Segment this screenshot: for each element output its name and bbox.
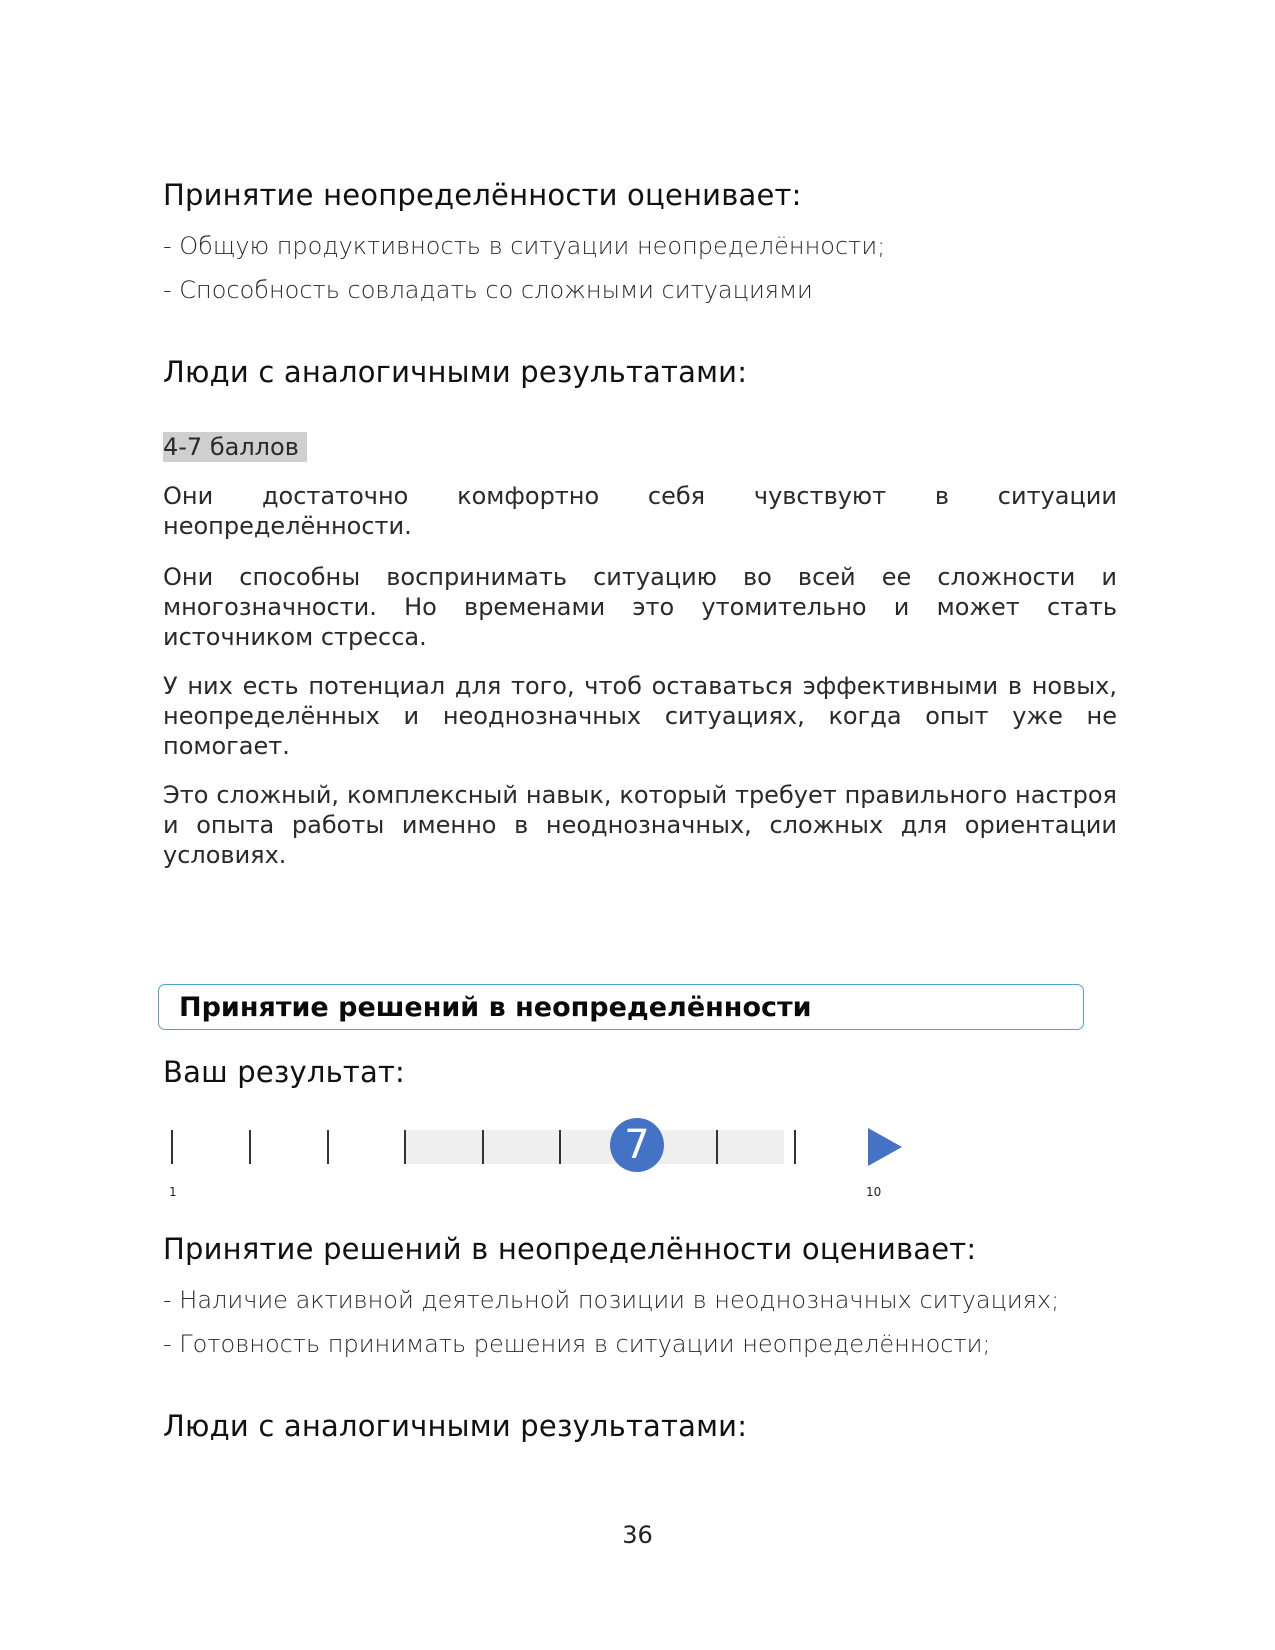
similar-results-heading: Люди с аналогичными результатами: (163, 355, 748, 389)
score-band (404, 1130, 784, 1164)
score-scale (150, 1108, 930, 1208)
bullet-item: - Наличие активной деятельной позиции в неоднозначных ситуациях; (163, 1286, 1060, 1314)
scale-tick (171, 1130, 173, 1164)
scale-tick (327, 1130, 329, 1164)
scale-tick (482, 1130, 484, 1164)
section-header-box (158, 984, 1084, 1030)
section-title: Принятие решений в неопределённости (179, 992, 812, 1023)
score-marker: 7 (610, 1118, 664, 1172)
description-paragraph: Они способны воспринимать ситуацию во всей ее сложности и многозначности. Но временами это утомительно и может стать источником стресса. (163, 563, 1117, 651)
scale-tick (559, 1130, 561, 1164)
evaluates-heading: Принятие решений в неопределённости оценивает: (163, 1232, 977, 1266)
similar-results-heading: Люди с аналогичными результатами: (163, 1409, 748, 1443)
scale-min-label: 1 (169, 1185, 177, 1199)
description-paragraph: Это сложный, комплексный навык, который требует правильного настроя и опыта работы именно в неоднозначных, сложных для ориентации условиях. (163, 781, 1117, 869)
bullet-item: - Общую продуктивность в ситуации неопределённости; (163, 232, 886, 260)
description-paragraph: У них есть потенциал для того, чтоб оставаться эффективными в новых, неопределённых и неоднозначных ситуациях, когда опыт уже не помогает. (163, 672, 1117, 760)
scale-max-label: 10 (866, 1185, 882, 1199)
page-number: 36 (622, 1521, 653, 1549)
scale-tick (794, 1130, 796, 1164)
evaluates-heading: Принятие неопределённости оценивает: (163, 178, 802, 212)
scale-tick (249, 1130, 251, 1164)
result-label: Ваш результат: (163, 1055, 406, 1089)
scale-arrow-icon (868, 1128, 902, 1166)
scale-tick (404, 1130, 406, 1164)
score-range-badge: 4-7 баллов (163, 432, 307, 462)
description-paragraph: Они достаточно комфортно себя чувствуют в ситуации неопределённости. (163, 482, 1117, 540)
bullet-item: - Готовность принимать решения в ситуации неопределённости; (163, 1330, 991, 1358)
bullet-item: - Способность совладать со сложными ситуациями (163, 276, 813, 304)
scale-tick (716, 1130, 718, 1164)
